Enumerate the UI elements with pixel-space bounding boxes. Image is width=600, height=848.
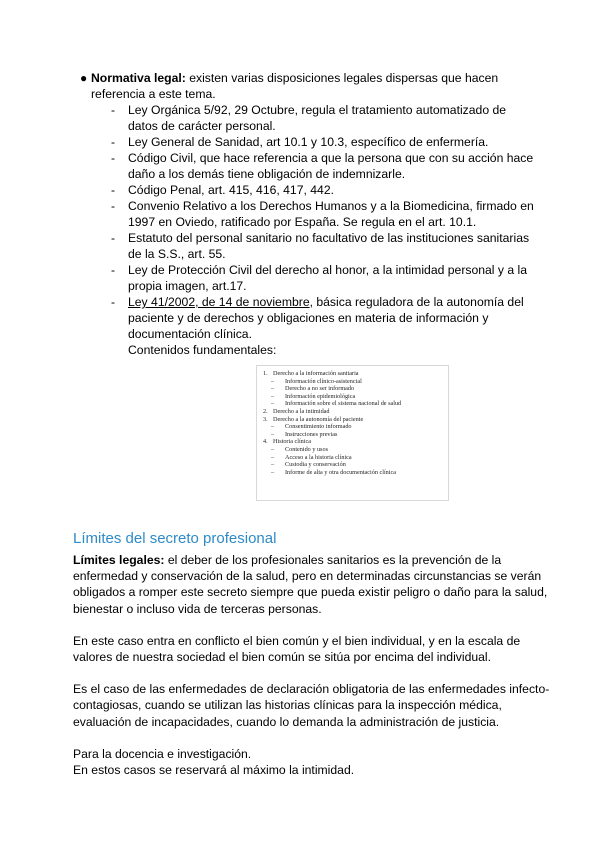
law-item: - Ley Orgánica 5/92, 29 Octubre, regula el tratamiento automatizado de datos de carácter personal. [111,103,507,133]
figure-row [263,393,442,401]
figure-row-marker: – [271,385,275,393]
figure-row-marker: – [271,423,275,431]
figure-row-marker: – [271,377,275,385]
dash-icon: - [111,103,116,117]
law-item: - Código Penal, art. 415, 416, 417, 442. [111,183,334,197]
dash-icon: - [111,183,116,197]
figure-row-marker: – [271,453,275,461]
figure-row-text: Custodia y conservación [285,461,346,469]
figure-row [263,408,442,416]
figure-row [263,438,442,446]
figure-rows [263,370,442,476]
paragraph-label: Límites legales: [73,553,165,567]
figure-row-text: Consentimiento informado [285,423,352,431]
figure-row-text: Derecho a la intimidad [273,407,330,415]
figure-row-text: Información epidemiológica [285,392,356,400]
figure-row-marker: – [271,400,275,408]
figure-row-marker: 4. [263,438,268,446]
dash-icon: - [111,295,116,309]
figure-row-marker: 1. [263,370,268,377]
figure-row-text: Derecho a no ser informado [285,385,355,393]
paragraph-conflict: En este caso entra en conflicto el bien común y el bien individual, y en la escala de valores de nuestra sociedad el bien común se sitúa por encima del individual. [73,633,521,665]
law-item: - Código Civil, que hace referencia a que la persona que con su acción hace daño a los demás tiene obligación de indemnizarle. [111,151,534,181]
figure-row-text: Historia clínica [273,438,311,446]
figure-row [263,416,442,424]
figure-row [263,446,442,454]
dash-icon: - [111,199,116,213]
law-41-2002-link[interactable]: Ley 41/2002, de 14 de noviembre [128,295,310,309]
figure-row-text: Instrucciones previas [285,430,338,438]
figure-row [263,454,442,462]
figure-row [263,431,442,439]
dash-icon: - [111,231,116,245]
figure-row [263,469,442,477]
figure-row-text: Contenido y usos [285,445,328,453]
dash-icon: - [111,263,116,277]
bullet-text: existen varias disposiciones legales dispersas que hacen referencia a este tema. [91,71,499,101]
figure-row-text: Derecho a la autonomía del paciente [273,415,364,423]
figure-row-marker: – [271,392,275,400]
figure-row-text: Informe de alta y otra documentación clínica [285,468,396,476]
contenidos-label: Contenidos fundamentales: [128,343,277,357]
figure-row [263,461,442,469]
section-body [73,552,553,778]
figure-row [263,423,442,431]
figure-row [263,378,442,386]
figure-row-text: Información sobre el sistema nacional de salud [285,400,402,408]
figure-row-text: Acceso a la historia clínica [285,453,352,461]
figure-row-text: Derecho a la información sanitaria [273,370,359,377]
bullet-label: Normativa legal: [91,71,186,85]
figure-row-marker: – [271,445,275,453]
bullet-icon: ● [80,71,88,85]
paragraph-legal-limits: Límites legales: el deber de los profesionales sanitarios es la prevención de la enfermedad y conservación de la salud, pero en determinadas circunstancias se verán obligados a romper este secreto siempre que pueda existir peligro o daño para la salud, bienestar o incluso vida de terceras personas. [73,553,548,616]
figure-row [263,400,442,408]
paragraph-teaching: Para la docencia e investigación. En estos casos se reservará al máximo la intimidad. [73,746,355,778]
law-item: - Ley de Protección Civil del derecho al honor, a la intimidad personal y a la propia imagen, art.17. [111,263,528,293]
figure-row-marker: 2. [263,407,268,415]
law-list [91,102,551,342]
figure-row-text: Información clínico-asistencial [285,377,362,385]
figure-row-marker: – [271,461,275,469]
figure-row-marker: 3. [263,415,268,423]
law-item: - Convenio Relativo a los Derechos Humanos y a la Biomedicina, firmado en 1997 en Oviedo, ratificado por España. Se regula en el art. 10.1. [111,199,534,229]
dash-icon: - [111,151,116,165]
dash-icon: - [111,135,116,149]
figure-row-marker: – [271,468,275,476]
law-item: - Ley General de Sanidad, art 10.1 y 10.3, específico de enfermería. [111,135,489,149]
figure-row [263,385,442,393]
paragraph-diseases: Es el caso de las enfermedades de declaración obligatoria de las enfermedades infecto-contagiosas, cuando se utilizan las historias clínicas para la inspección médica, evaluación de incapacidades, cuando lo demanda la administración de justicia. [73,682,550,729]
figure-row [263,370,442,378]
bullet-paragraph [91,70,551,102]
legal-framework-bullet [80,70,551,358]
figure-row-marker: – [271,430,275,438]
contenidos-figure [256,365,449,501]
law-item: - Estatuto del personal sanitario no facultativo de las instituciones sanitarias de la S.S., art. 55. [111,231,530,261]
law-item-41-2002: - Ley 41/2002, de 14 de noviembre, básica reguladora de la autonomía del paciente y de derechos y obligaciones en materia de información y documentación clínica. [111,295,524,341]
section-title: Límites del secreto profesional [73,530,277,547]
